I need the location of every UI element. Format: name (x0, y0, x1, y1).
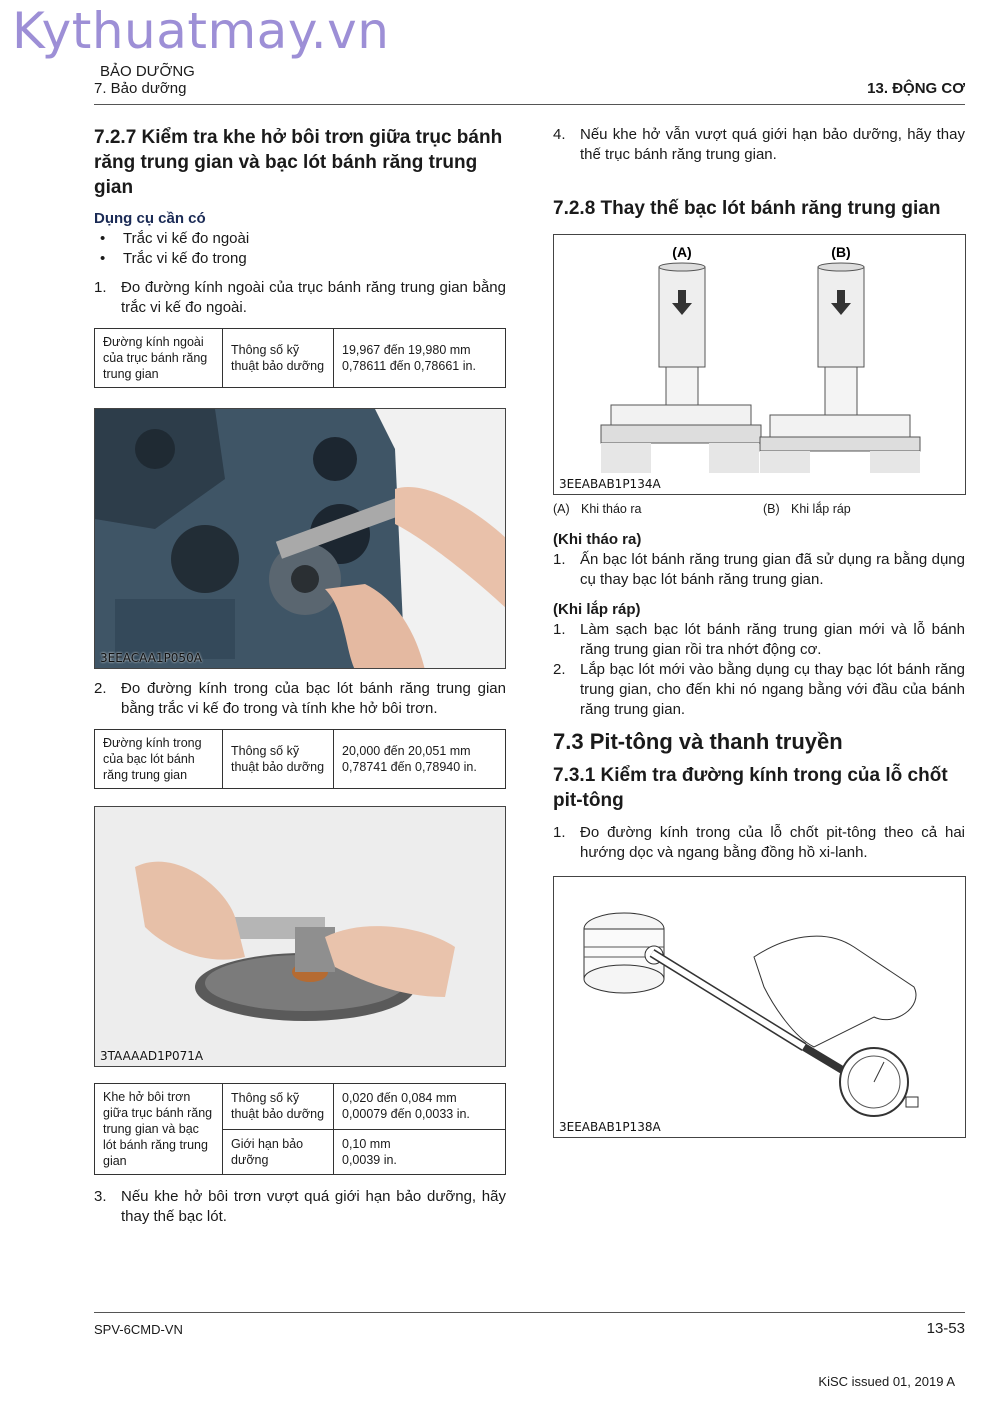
step-item: 4. Nếu khe hở vẫn vượt quá giới hạn bảo dưỡng, hãy thay thế trục bánh răng trung gian. (553, 126, 965, 163)
footer-page-number: 13-53 (926, 1320, 965, 1337)
step-item: 1. Đo đường kính ngoài của trục bánh răng trung gian bằng trắc vi kế đo ngoài. (94, 279, 506, 316)
spec-label: Đường kính trong của bạc lót bánh răng trung gian (95, 730, 223, 789)
spec-value: 19,967 đến 19,980 mm 0,78611 đến 0,78661 in. (334, 329, 506, 388)
step-item: 1. Đo đường kính trong của lỗ chốt pit-tông theo cả hai hướng dọc và ngang bằng đồng hồ xi-lanh. (553, 824, 965, 861)
figure-code: 3EEABAB1P134A (559, 477, 661, 491)
spec-value: 20,000 đến 20,051 mm 0,78741 đến 0,78940 in. (334, 730, 506, 789)
section-title-727: 7.2.7 Kiểm tra khe hở bôi trơn giữa trục bánh răng trung gian và bạc lót bánh răng trung gian (94, 127, 503, 198)
removal-heading: (Khi tháo ra) (553, 531, 642, 548)
figure-code: 3TAAAAD1P071A (100, 1049, 204, 1063)
figure-caption: (A) Khi tháo ra (B) Khi lắp ráp (553, 502, 851, 516)
tools-heading: Dụng cụ cần có (94, 210, 206, 227)
figure-code: 3EEABAB1P138A (559, 1120, 661, 1134)
photo-engine-block-measurement (94, 408, 506, 669)
assembly-heading: (Khi lắp ráp) (553, 601, 641, 618)
photo-gear-micrometer (94, 806, 506, 1067)
step-item: 1. Làm sạch bạc lót bánh răng trung gian mới và lỗ bánh răng trung gian rồi tra nhớt động cơ. (553, 621, 965, 658)
spec-type: Thông số kỹ thuật bảo dưỡng (223, 1084, 334, 1130)
step-item: 2. Đo đường kính trong của bạc lót bánh răng trung gian bằng trắc vi kế đo trong và tính khe hở bôi trơn. (94, 680, 506, 717)
spec-table-bushing-id (94, 729, 506, 789)
spec-label: Khe hở bôi trơn giữa trục bánh răng trung gian và bạc lót bánh răng trung gian (95, 1084, 223, 1175)
spec-table-shaft-od (94, 328, 506, 388)
spec-limit-label: Giới hạn bảo dưỡng (223, 1129, 334, 1175)
spec-label: Đường kính ngoài của trục bánh răng trung gian (95, 329, 223, 388)
footer-doc-code: SPV-6CMD-VN (94, 1322, 183, 1337)
spec-type: Thông số kỹ thuật bảo dưỡng (223, 329, 334, 388)
diagram-cylinder-gauge (553, 876, 966, 1138)
diagram-bushing-replacement (553, 234, 966, 495)
spec-value: 0,020 đến 0,084 mm 0,00079 đến 0,0033 in. (334, 1084, 506, 1130)
spec-type: Thông số kỹ thuật bảo dưỡng (223, 730, 334, 789)
figure-code: 3EEACAA1P050A (100, 651, 202, 665)
tool-item: • Trắc vi kế đo trong (100, 250, 247, 267)
footer-rule (94, 1312, 965, 1313)
step-item: 1. Ấn bạc lót bánh răng trung gian đã sử dụng ra bằng dụng cụ thay bạc lót bánh răng trung gian. (553, 551, 965, 588)
step-item: 2. Lắp bạc lót mới vào bằng dụng cụ thay bạc lót bánh răng trung gian, cho đến khi nó ngang bằng với đầu của bánh răng trung gian. (553, 661, 965, 718)
header-rule (94, 104, 965, 105)
spec-table-oil-clearance (94, 1083, 506, 1175)
left-column (94, 125, 506, 1227)
spec-limit-value: 0,10 mm 0,0039 in. (334, 1129, 506, 1175)
header-chapter: 13. ĐỘNG CƠ (867, 80, 965, 97)
diagram-label-b: (B) (831, 244, 851, 260)
watermark-logo: Kythuatmay.vn (12, 2, 390, 60)
section-title-728: 7.2.8 Thay thế bạc lót bánh răng trung gian (553, 198, 941, 219)
right-column (553, 125, 965, 1138)
step-item: 3. Nếu khe hở bôi trơn vượt quá giới hạn bảo dưỡng, hãy thay thế bạc lót. (94, 1188, 506, 1225)
tool-item: • Trắc vi kế đo ngoài (100, 230, 250, 247)
footer-issued: KiSC issued 01, 2019 A (818, 1374, 955, 1389)
header-subsection: 7. Bảo dưỡng (94, 80, 187, 97)
header-section: BẢO DƯỠNG (100, 63, 195, 80)
section-title-73: 7.3 Pit-tông và thanh truyền (553, 729, 843, 754)
diagram-label-a: (A) (672, 244, 692, 260)
section-title-731: 7.3.1 Kiểm tra đường kính trong của lỗ chốt pit-tông (553, 765, 948, 811)
